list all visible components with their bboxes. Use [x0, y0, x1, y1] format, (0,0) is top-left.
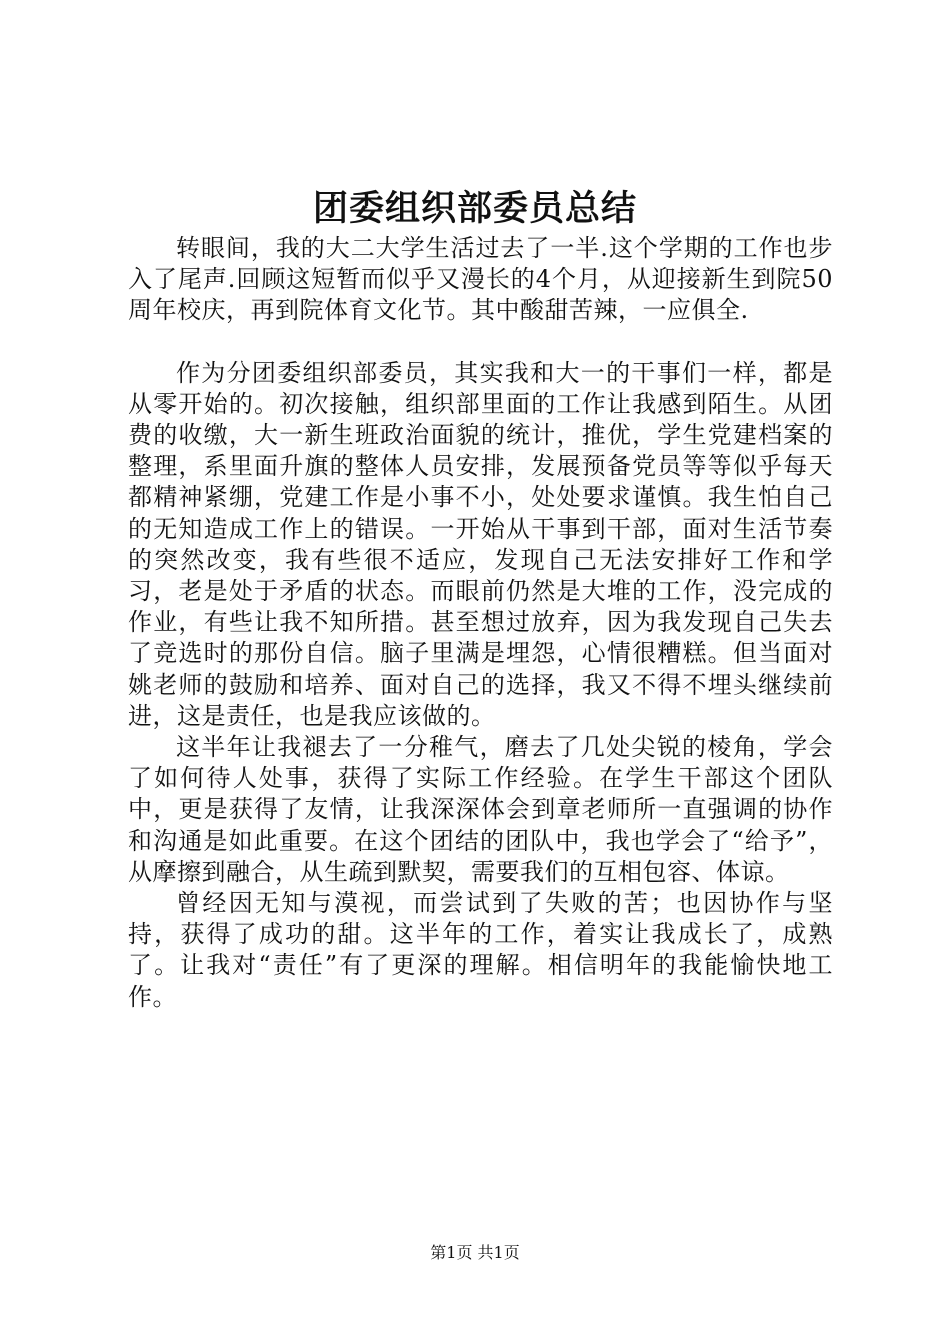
paragraph-conclusion: 曾经因无知与漠视，而尝试到了失败的苦；也因协作与坚持，获得了成功的甜。这半年的工作，着实让我成长了，成熟了。让我对“责任”有了更深的理解。相信明年的我能愉快地工作。 — [128, 889, 833, 1011]
paragraph-spacer — [128, 327, 833, 358]
document-body — [128, 233, 833, 1013]
paragraph-growth: 这半年让我褪去了一分稚气，磨去了几处尖锐的棱角，学会了如何待人处事，获得了实际工作经验。在学生干部这个团队中，更是获得了友情，让我深深体会到章老师所一直强调的协作和沟通是如此重要。在这个团结的团队中，我也学会了“给予”，从摩擦到融合，从生疏到默契，需要我们的互相包容、体谅。 — [128, 733, 833, 886]
paragraph-role: 作为分团委组织部委员，其实我和大一的干事们一样，都是从零开始的。初次接触，组织部里面的工作让我感到陌生。从团费的收缴，大一新生班政治面貌的统计，推优，学生党建档案的整理，系里面升旗的整体人员安排，发展预备党员等等似乎每天都精神紧绷，党建工作是小事不小，处处要求谨慎。我生怕自己的无知造成工作上的错误。一开始从干事到干部，面对生活节奏的突然改变，我有些很不适应，发现自己无法安排好工作和学习，老是处于矛盾的状态。而眼前仍然是大堆的工作，没完成的作业，有些让我不知所措。甚至想过放弃，因为我发现自己失去了竞选时的那份自信。脑子里满是埋怨，心情很糟糕。但当面对姚老师的鼓励和培养、面对自己的选择，我又不得不埋头继续前进，这是责任，也是我应该做的。 — [128, 358, 833, 730]
paragraph-intro: 转眼间，我的大二大学生活过去了一半.这个学期的工作也步入了尾声.回顾这短暂而似乎又漫长的4个月，从迎接新生到院50周年校庆，再到院体育文化节。其中酸甜苦辣，一应俱全. — [128, 234, 833, 325]
document-title: 团委组织部委员总结 — [312, 189, 637, 229]
page-footer: 第1页 共1页 — [430, 1243, 520, 1262]
